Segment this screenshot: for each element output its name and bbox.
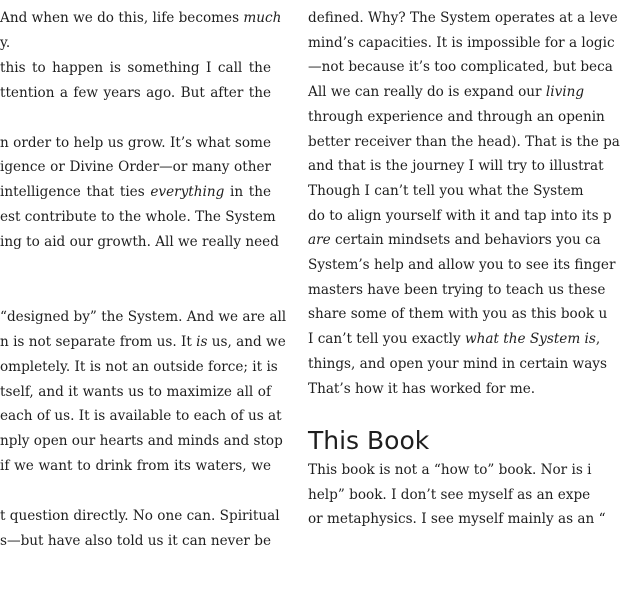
text-line: That’s how it has worked for me. (308, 380, 536, 397)
text-run: I can’t tell you exactly (308, 331, 465, 348)
text-run: n is not separate from us. It (0, 333, 197, 350)
text-line: ttention a few years ago. But after the (0, 84, 271, 101)
text-line: if we want to drink from its waters, we (0, 458, 271, 475)
text-line: nply open our hearts and minds and stop (0, 433, 283, 450)
text-line: this to happen is something I call the (0, 59, 271, 76)
italic-text: is (196, 333, 208, 350)
text-run: us, and we (207, 333, 286, 350)
text-run: And when we do this, life becomes (0, 10, 244, 26)
section-heading: This Book (308, 426, 430, 455)
text-line: share some of them with you as this book u (308, 306, 608, 323)
text-line: ompletely. It is not an outside force; it is (0, 358, 278, 375)
text-line: and that is the journey I will try to illustrat (308, 158, 604, 175)
text-line: do to align yourself with it and tap into its p (308, 207, 612, 224)
text-line: This book is not a “how to” book. Nor is i (308, 462, 592, 478)
text-line: Though I can’t tell you what the System (308, 182, 584, 199)
text-line (308, 327, 600, 351)
text-run: intelligence that ties (0, 184, 151, 201)
text-line: y. (0, 34, 11, 51)
text-line (308, 228, 601, 252)
italic-text: are (308, 232, 331, 249)
text-line (0, 180, 271, 204)
text-line: through experience and through an openin (308, 108, 605, 125)
text-line: System’s help and allow you to see its finger (308, 257, 616, 273)
left-page (0, 0, 287, 600)
text-line: “designed by” the System. And we are all (0, 308, 287, 325)
text-line: ing to aid our growth. All we really need (0, 234, 279, 251)
right-page (308, 0, 620, 600)
text-line: or metaphysics. I see myself mainly as an “ (308, 511, 606, 527)
italic-text: everything (150, 184, 225, 201)
text-line: better receiver than the head). That is the pa (308, 133, 620, 150)
text-line (0, 6, 282, 30)
italic-text: living (545, 84, 585, 101)
text-line: —not because it’s too complicated, but beca (308, 59, 613, 76)
text-line: n order to help us grow. It’s what some (0, 134, 271, 151)
text-run: , (595, 331, 601, 348)
text-line: tself, and it wants us to maximize all of (0, 383, 271, 400)
text-line: masters have been trying to teach us these (308, 281, 606, 298)
text-run: in the (224, 184, 271, 201)
text-line: est contribute to the whole. The System (0, 209, 276, 226)
text-line: each of us. It is available to each of us at (0, 408, 282, 425)
text-line (308, 80, 584, 104)
text-run: certain mindsets and behaviors you ca (330, 232, 601, 249)
italic-text: much (243, 10, 282, 26)
text-line: defined. Why? The System operates at a leve (308, 10, 618, 26)
text-line: mind’s capacities. It is impossible for a logic (308, 34, 615, 51)
italic-text: what the System is (464, 331, 596, 348)
text-line (0, 330, 286, 354)
text-line: help” book. I don’t see myself as an expe (308, 486, 591, 503)
text-line: igence or Divine Order—or many other (0, 159, 271, 176)
text-line: s—but have also told us it can never be (0, 532, 271, 549)
text-line: t question directly. No one can. Spiritual (0, 508, 280, 524)
text-run: All we can really do is expand our (308, 84, 546, 101)
text-line: things, and open your mind in certain ways (308, 355, 607, 372)
